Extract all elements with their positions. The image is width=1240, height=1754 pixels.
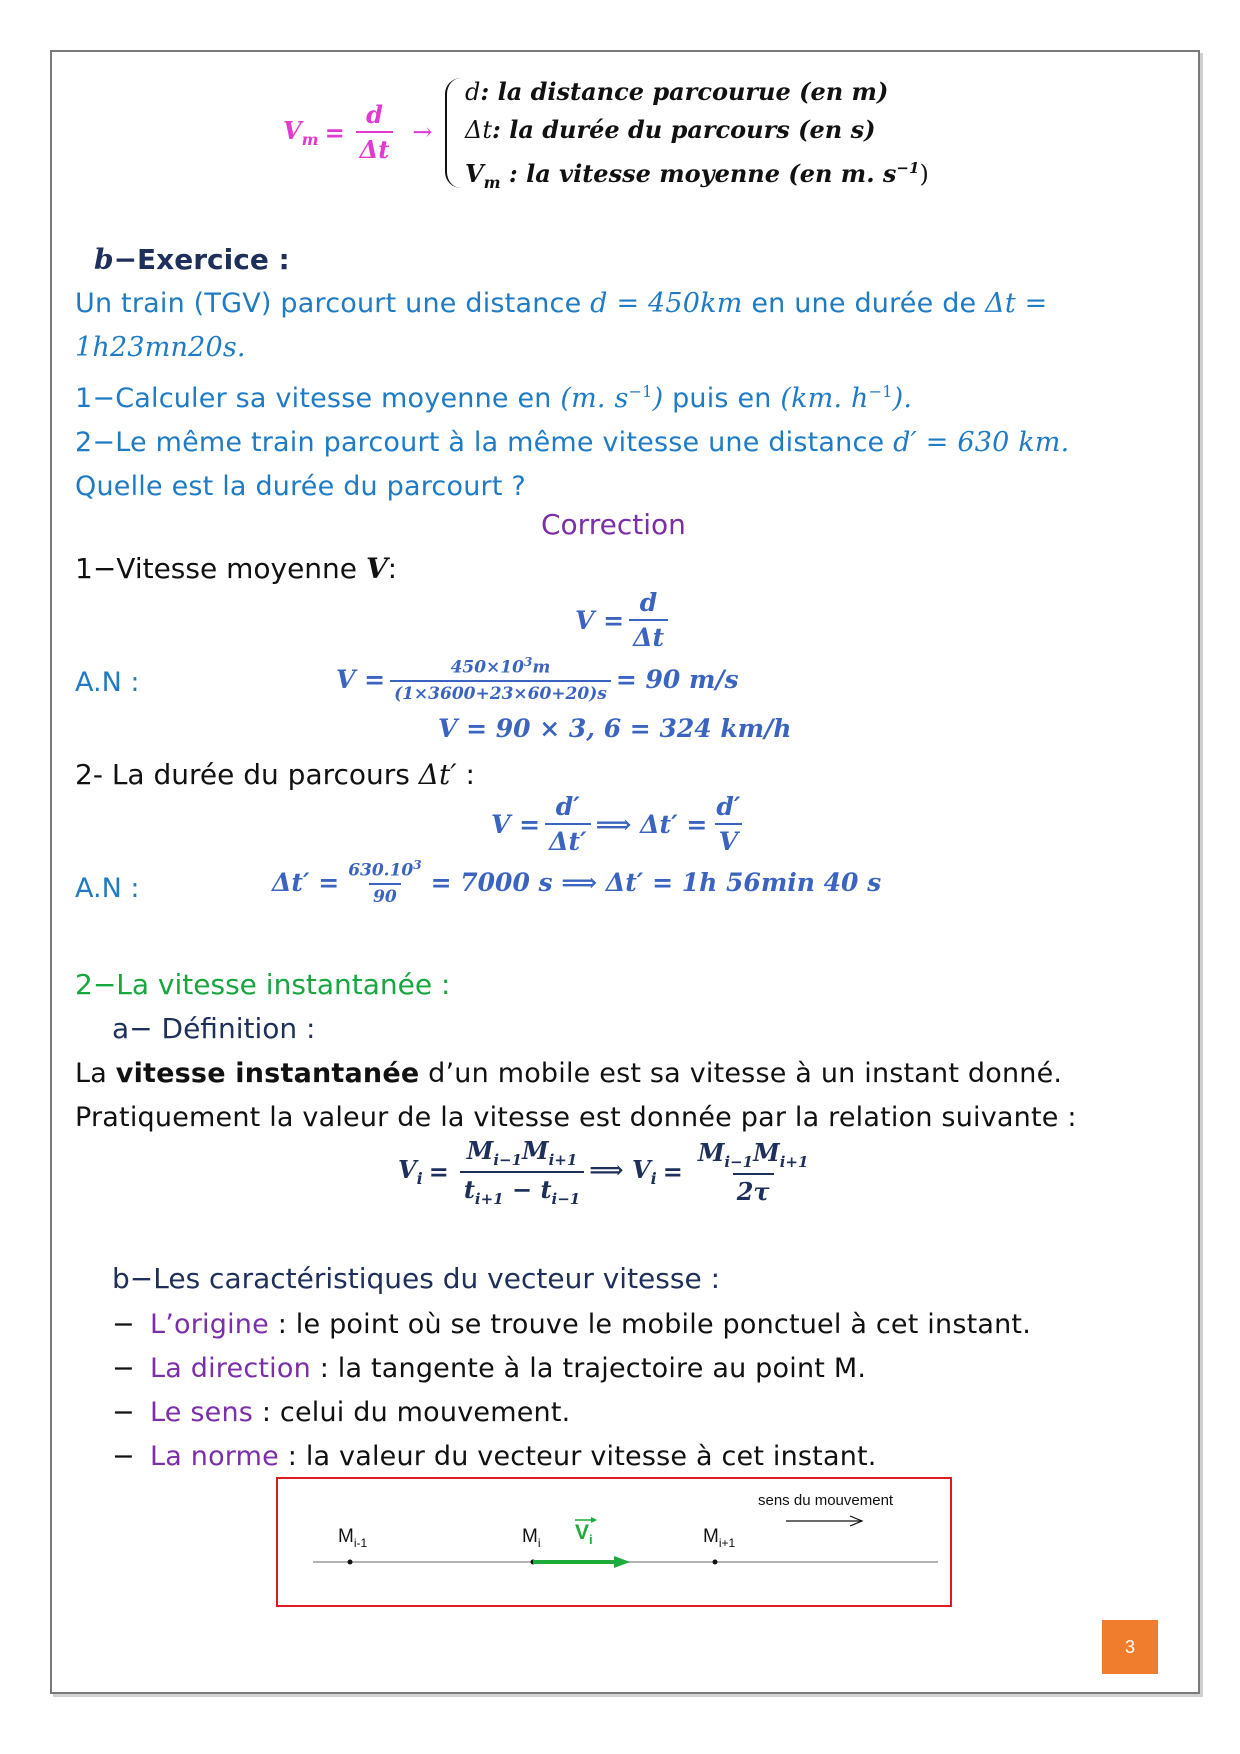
list-item: − La direction : la tangente à la trajectoire au point M. (112, 1353, 867, 1384)
definition-line: La vitesse instantanée d’un mobile est sa vitesse à un instant donné. (75, 1058, 1063, 1089)
point-mi+1 (713, 1560, 718, 1565)
point-mi-1 (348, 1560, 353, 1565)
exercise-line-1: Un train (TGV) parcourt une distance d = 450km en une durée de Δt = (75, 288, 1048, 319)
list-item: − L’origine : le point où se trouve le mobile ponctuel à cet instant. (112, 1309, 1031, 1340)
vm-fraction (356, 100, 394, 164)
def-v: $V_m$ : la vitesse moyenne (en m. $s^{-1}$) (465, 159, 929, 192)
brace-symbol (445, 78, 461, 188)
list-item: − La norme : la valeur du vecteur vitesse à cet instant. (112, 1441, 877, 1472)
vm-arrow: → (412, 118, 433, 146)
exercise-line-3: 1−Calculer sa vitesse moyenne en (m. $s^{-1}$) puis en (km. $h^{-1}$). (75, 382, 913, 414)
definition-text (75, 1052, 1077, 1140)
section2-sub-b: b−Les caractéristiques du vecteur vitesse : (112, 1262, 721, 1295)
characteristics-list (112, 1303, 1031, 1479)
vm-num: d (366, 100, 383, 129)
vm-eq: = (324, 117, 345, 147)
q1-heading: 1−Vitesse moyenne V: (75, 552, 398, 585)
trajectory-diagram (276, 1477, 952, 1607)
list-item: − Le sens : celui du mouvement. (112, 1397, 571, 1428)
vm-den: Δt (356, 131, 394, 164)
an1-label: A.N : (75, 667, 140, 698)
vm-definitions (465, 73, 929, 202)
label-mi-1: $M_{i-1}$ (338, 1526, 368, 1550)
correction-title: Correction (541, 508, 686, 541)
label-vi: $V_i$ (575, 1521, 593, 1548)
exercise-line-5: Quelle est la durée du parcourt ? (75, 471, 526, 502)
exercise-title: b−Exercice : (94, 243, 290, 276)
formula-v-d-dt: V = $\frac{d}{\Delta t}$ (575, 588, 673, 652)
an2-formula: Δt′ = $\frac{630.10^3}{90}$ = 7000 s ⟹ Δt′ = 1h 56min 40 s (272, 858, 882, 907)
exercise-line-4: 2−Le même train parcourt à la même vitesse une distance d′ = 630 km. (75, 427, 1070, 458)
an1-formula: V = $\frac{450\times 10^3m}{(1\times 3600+23\times 60+20)s}$ = 90 m/s (336, 655, 739, 704)
an1-line2: V = 90 × 3, 6 = 324 km/h (438, 714, 792, 743)
sens-label: sens du mouvement (758, 1492, 894, 1509)
section2-title: 2−La vitesse instantanée : (75, 968, 451, 1001)
label-mi: $M_i$ (522, 1526, 541, 1550)
page-number: 3 (1102, 1620, 1158, 1674)
practice-line: Pratiquement la valeur de la vitesse est donnée par la relation suivante : (75, 1102, 1077, 1133)
velocity-arrowhead (614, 1556, 630, 1568)
exercise-line-2: 1h23mn20s. (75, 332, 246, 363)
section2-sub-a: a− Définition : (112, 1012, 316, 1045)
formula-vm (283, 100, 433, 164)
formula-vi: $V_i$ = $\frac{M_{i-1}M_{i+1}}{t_{i+1} - t_{i-1}}$ ⟹ $V_i$ = $\frac{M_{i-1}M_{i+1}}{2\tau}$ (398, 1136, 809, 1208)
label-mi+1: $M_{i+1}$ (703, 1526, 736, 1550)
exercise-text (75, 282, 1069, 509)
formula-dt-prime: V = $\frac{d'}{\Delta t'}$ ⟹ Δt′ = $\frac{d'}{V}$ (491, 792, 741, 856)
an2-label: A.N : (75, 873, 140, 904)
def-t: Δt: la durée du parcours (en s) (465, 115, 876, 144)
vm-lhs: $V_m$ (283, 115, 319, 149)
q2-heading: 2- La durée du parcours Δt′ : (75, 758, 475, 791)
def-d: d: la distance parcourue (en m) (465, 77, 889, 106)
